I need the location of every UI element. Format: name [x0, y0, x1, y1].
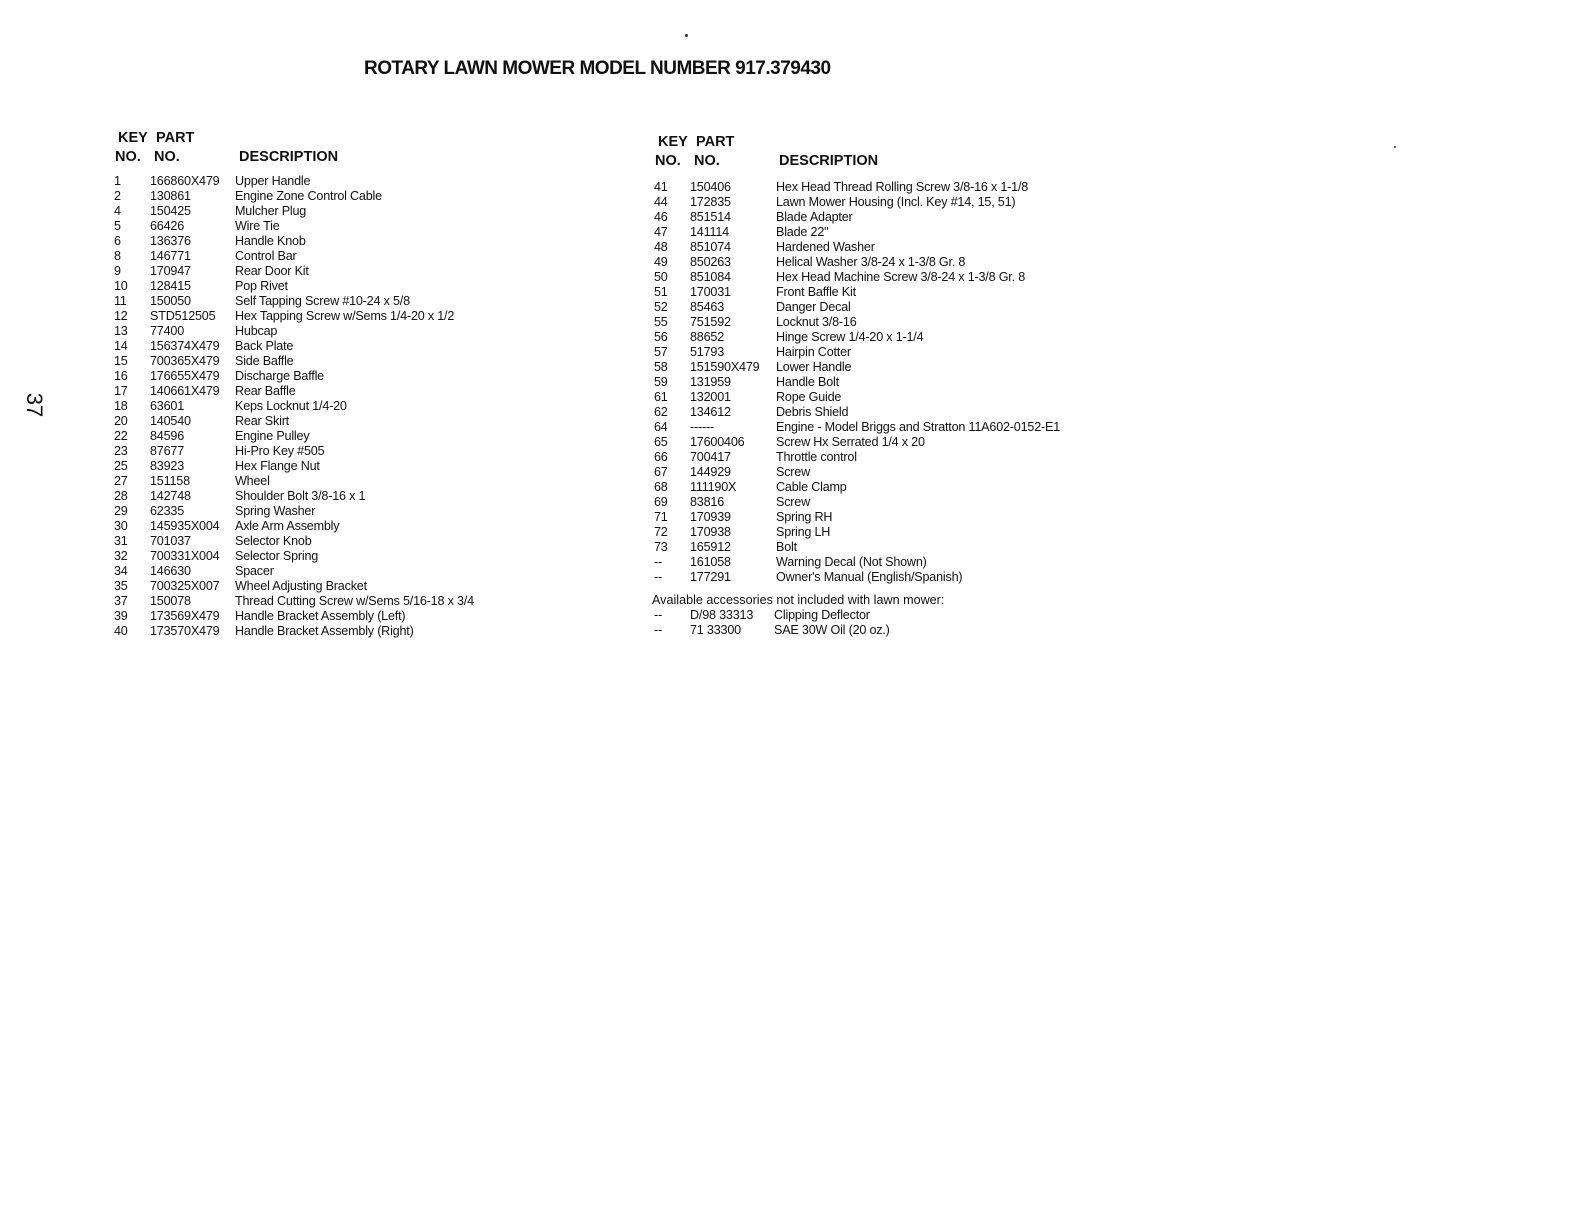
key-no-cell: 22 [114, 429, 128, 443]
part-no-cell: 85463 [690, 300, 725, 314]
table-row [652, 623, 1172, 638]
table-row [112, 219, 632, 234]
description-cell: SAE 30W Oil (20 oz.) [774, 623, 890, 637]
table-row [652, 465, 1172, 480]
description-cell: Handle Bolt [776, 375, 839, 389]
table-row [652, 540, 1172, 555]
page-title: ROTARY LAWN MOWER MODEL NUMBER 917.379430 [364, 58, 831, 79]
description-cell: Rear Door Kit [235, 264, 309, 278]
description-cell: Hardened Washer [776, 240, 875, 254]
description-cell: Blade Adapter [776, 210, 853, 224]
key-no-cell: 67 [654, 465, 668, 479]
table-row [112, 339, 632, 354]
parts-rows-left [112, 174, 632, 639]
table-row [652, 390, 1172, 405]
table-row [652, 525, 1172, 540]
description-cell: Hairpin Cotter [776, 345, 851, 359]
table-row [112, 279, 632, 294]
part-header: PART [696, 134, 735, 150]
part-no-cell: 146630 [150, 564, 191, 578]
part-no-cell: 134612 [690, 405, 731, 419]
table-row [652, 450, 1172, 465]
key-no-cell: 2 [114, 189, 121, 203]
part-no-cell: 150425 [150, 204, 191, 218]
part-no-cell: 177291 [690, 570, 731, 584]
key-no-cell: 73 [654, 540, 668, 554]
description-cell: Keps Locknut 1/4-20 [235, 399, 347, 413]
part-no-cell: 170031 [690, 285, 731, 299]
key-no-cell: 10 [114, 279, 128, 293]
part-no-cell: STD512505 [150, 309, 216, 323]
key-no-cell: 56 [654, 330, 668, 344]
key-no-cell: 14 [114, 339, 128, 353]
part-no-cell: 140661X479 [150, 384, 220, 398]
key-no-cell: 11 [114, 294, 127, 308]
part-no-cell: 145935X004 [150, 519, 220, 533]
part-no-header: NO. [154, 149, 180, 165]
table-row [112, 459, 632, 474]
description-cell: Screw Hx Serrated 1/4 x 20 [776, 435, 925, 449]
key-no-cell: 44 [654, 195, 668, 209]
description-cell: Hinge Screw 1/4-20 x 1-1/4 [776, 330, 924, 344]
table-row [112, 204, 632, 219]
description-cell: Hex Head Thread Rolling Screw 3/8-16 x 1-1/8 [776, 180, 1029, 194]
key-no-cell: 20 [114, 414, 128, 428]
key-no-cell: 32 [114, 549, 128, 563]
table-row [112, 564, 632, 579]
table-row [652, 180, 1172, 195]
part-no-cell: 136376 [150, 234, 191, 248]
description-header: DESCRIPTION [779, 153, 879, 169]
key-no-cell: 57 [654, 345, 668, 359]
key-no-cell: 35 [114, 579, 128, 593]
table-row [652, 608, 1172, 623]
table-row [652, 255, 1172, 270]
table-row [652, 360, 1172, 375]
part-no-cell: 144929 [690, 465, 731, 479]
description-cell: Upper Handle [235, 174, 311, 188]
description-cell: Blade 22" [776, 225, 829, 239]
key-no-cell: 25 [114, 459, 128, 473]
table-row [652, 555, 1172, 570]
key-no-cell: 16 [114, 369, 128, 383]
key-no-cell: 50 [654, 270, 668, 284]
description-cell: Back Plate [235, 339, 294, 353]
table-row [652, 435, 1172, 450]
part-no-cell: 173570X479 [150, 624, 220, 638]
description-cell: Engine Pulley [235, 429, 310, 443]
part-no-cell: 700417 [690, 450, 731, 464]
table-row [112, 444, 632, 459]
key-no-cell: 72 [654, 525, 668, 539]
key-no-cell: 29 [114, 504, 128, 518]
key-no-header: NO. [115, 149, 141, 165]
description-cell: Helical Washer 3/8-24 x 1-3/8 Gr. 8 [776, 255, 966, 269]
description-cell: Spacer [235, 564, 274, 578]
table-row [112, 309, 632, 324]
part-no-cell: 156374X479 [150, 339, 220, 353]
key-header: KEY [658, 134, 688, 150]
part-no-cell: 66426 [150, 219, 185, 233]
part-no-cell: 87677 [150, 444, 185, 458]
key-no-cell: 64 [654, 420, 668, 434]
part-no-cell: 62335 [150, 504, 185, 518]
key-no-cell: -- [654, 623, 662, 637]
key-no-cell: 47 [654, 225, 668, 239]
description-cell: Screw [776, 465, 810, 479]
description-cell: Handle Bracket Assembly (Left) [235, 609, 406, 623]
table-row [112, 399, 632, 414]
key-no-cell: -- [654, 555, 662, 569]
part-no-cell: 71 33300 [690, 623, 741, 637]
part-no-cell: D/98 33313 [690, 608, 754, 622]
part-no-cell: 150078 [150, 594, 191, 608]
description-cell: Discharge Baffle [235, 369, 324, 383]
key-no-cell: 31 [114, 534, 128, 548]
key-no-cell: 28 [114, 489, 128, 503]
description-cell: Wire Tie [235, 219, 280, 233]
description-cell: Front Baffle Kit [776, 285, 856, 299]
description-cell: Hex Flange Nut [235, 459, 320, 473]
description-cell: Locknut 3/8-16 [776, 315, 857, 329]
table-row [112, 534, 632, 549]
table-row [652, 240, 1172, 255]
table-row [112, 594, 632, 609]
part-no-cell: 63601 [150, 399, 185, 413]
description-cell: Danger Decal [776, 300, 851, 314]
description-cell: Handle Knob [235, 234, 306, 248]
table-row [652, 330, 1172, 345]
description-cell: Shoulder Bolt 3/8-16 x 1 [235, 489, 366, 503]
description-cell: Wheel Adjusting Bracket [235, 579, 367, 593]
part-no-cell: 151590X479 [690, 360, 760, 374]
table-row [112, 624, 632, 639]
description-cell: Debris Shield [776, 405, 849, 419]
key-no-cell: 13 [114, 324, 128, 338]
key-no-cell: 51 [654, 285, 668, 299]
key-no-cell: 12 [114, 309, 128, 323]
table-row [112, 324, 632, 339]
part-no-cell: 751592 [690, 315, 731, 329]
description-cell: Bolt [776, 540, 797, 554]
part-no-cell: 130861 [150, 189, 191, 203]
part-no-cell: 128415 [150, 279, 191, 293]
table-row [112, 474, 632, 489]
table-row [652, 495, 1172, 510]
part-no-cell: 170947 [150, 264, 191, 278]
key-no-cell: -- [654, 608, 662, 622]
table-row [112, 429, 632, 444]
part-no-cell: 146771 [150, 249, 191, 263]
description-cell: Rear Skirt [235, 414, 289, 428]
table-row [112, 354, 632, 369]
table-row [652, 195, 1172, 210]
description-cell: Engine - Model Briggs and Stratton 11A602-0152-E1 [776, 420, 1061, 434]
table-row [112, 504, 632, 519]
part-no-cell: 150406 [690, 180, 731, 194]
part-no-header: NO. [694, 153, 720, 169]
part-no-cell: 851074 [690, 240, 731, 254]
scan-speck [685, 34, 688, 37]
table-row [652, 270, 1172, 285]
description-cell: Pop Rivet [235, 279, 288, 293]
description-cell: Hex Head Machine Screw 3/8-24 x 1-3/8 Gr. 8 [776, 270, 1025, 284]
part-no-cell: 111190X [690, 480, 737, 494]
table-row [652, 345, 1172, 360]
part-no-cell: 77400 [150, 324, 185, 338]
table-row [652, 420, 1172, 435]
key-no-cell: 18 [114, 399, 128, 413]
part-no-cell: 700365X479 [150, 354, 220, 368]
key-no-cell: 23 [114, 444, 128, 458]
table-row [652, 300, 1172, 315]
key-no-cell: 4 [114, 204, 121, 218]
key-no-cell: 46 [654, 210, 668, 224]
description-cell: Throttle control [776, 450, 857, 464]
description-cell: Warning Decal (Not Shown) [776, 555, 927, 569]
description-cell: Screw [776, 495, 810, 509]
description-cell: Spring Washer [235, 504, 316, 518]
description-cell: Cable Clamp [776, 480, 847, 494]
part-no-cell: 142748 [150, 489, 191, 503]
table-row [112, 519, 632, 534]
key-no-header: NO. [655, 153, 681, 169]
accessories-label: Available accessories not included with lawn mower: [652, 593, 945, 607]
part-no-cell: 51793 [690, 345, 725, 359]
key-no-cell: -- [654, 570, 662, 584]
part-no-cell: 165912 [690, 540, 731, 554]
key-no-cell: 27 [114, 474, 128, 488]
description-cell: Rear Baffle [235, 384, 296, 398]
part-no-cell: 851514 [690, 210, 731, 224]
description-cell: Handle Bracket Assembly (Right) [235, 624, 414, 638]
key-header: KEY [118, 130, 148, 146]
table-row [112, 264, 632, 279]
part-no-cell: 701037 [150, 534, 191, 548]
accessories-rows [652, 608, 1172, 638]
key-no-cell: 6 [114, 234, 121, 248]
key-no-cell: 9 [114, 264, 121, 278]
description-cell: Lawn Mower Housing (Incl. Key #14, 15, 51) [776, 195, 1016, 209]
part-no-cell: 141114 [690, 225, 729, 239]
part-no-cell: 83816 [690, 495, 725, 509]
part-no-cell: 173569X479 [150, 609, 220, 623]
description-cell: Hi-Pro Key #505 [235, 444, 325, 458]
parts-list-right [652, 134, 1172, 638]
description-cell: Hex Tapping Screw w/Sems 1/4-20 x 1/2 [235, 309, 455, 323]
table-row [112, 234, 632, 249]
part-no-cell: 172835 [690, 195, 731, 209]
description-cell: Control Bar [235, 249, 297, 263]
table-row [652, 315, 1172, 330]
table-row [652, 570, 1172, 585]
key-no-cell: 62 [654, 405, 668, 419]
table-row [112, 384, 632, 399]
description-cell: Spring RH [776, 510, 833, 524]
part-no-cell: 17600406 [690, 435, 745, 449]
part-no-cell: 140540 [150, 414, 191, 428]
table-row [112, 579, 632, 594]
part-no-cell: 84596 [150, 429, 185, 443]
part-no-cell: 150050 [150, 294, 191, 308]
part-no-cell: 176655X479 [150, 369, 220, 383]
key-no-cell: 40 [114, 624, 128, 638]
key-no-cell: 52 [654, 300, 668, 314]
key-no-cell: 1 [114, 174, 121, 188]
description-cell: Wheel [235, 474, 270, 488]
table-row [112, 189, 632, 204]
part-no-cell: 166860X479 [150, 174, 220, 188]
key-no-cell: 49 [654, 255, 668, 269]
description-cell: Selector Knob [235, 534, 312, 548]
key-no-cell: 71 [654, 510, 668, 524]
description-cell: Lower Handle [776, 360, 852, 374]
key-no-cell: 30 [114, 519, 128, 533]
key-no-cell: 41 [654, 180, 668, 194]
table-row [112, 249, 632, 264]
table-row [112, 609, 632, 624]
part-no-cell: 850263 [690, 255, 731, 269]
key-no-cell: 55 [654, 315, 668, 329]
description-cell: Selector Spring [235, 549, 319, 563]
key-no-cell: 61 [654, 390, 668, 404]
key-no-cell: 66 [654, 450, 668, 464]
description-cell: Clipping Deflector [774, 608, 870, 622]
part-no-cell: 83923 [150, 459, 185, 473]
table-row [112, 369, 632, 384]
table-row [112, 174, 632, 189]
key-no-cell: 5 [114, 219, 121, 233]
description-cell: Side Baffle [235, 354, 294, 368]
description-header: DESCRIPTION [239, 149, 339, 165]
table-row [652, 375, 1172, 390]
part-no-cell: 151158 [150, 474, 190, 488]
description-cell: Thread Cutting Screw w/Sems 5/16-18 x 3/4 [235, 594, 474, 608]
description-cell: Mulcher Plug [235, 204, 307, 218]
key-no-cell: 39 [114, 609, 128, 623]
parts-list-left [112, 130, 632, 639]
part-no-cell: 170938 [690, 525, 731, 539]
description-cell: Owner's Manual (English/Spanish) [776, 570, 963, 584]
parts-list-header [112, 130, 632, 174]
description-cell: Rope Guide [776, 390, 842, 404]
table-row [652, 480, 1172, 495]
key-no-cell: 69 [654, 495, 668, 509]
description-cell: Spring LH [776, 525, 831, 539]
part-no-cell: 88652 [690, 330, 725, 344]
description-cell: Engine Zone Control Cable [235, 189, 382, 203]
key-no-cell: 34 [114, 564, 128, 578]
parts-list-header [652, 134, 1172, 180]
description-cell: Axle Arm Assembly [235, 519, 340, 533]
table-row [112, 294, 632, 309]
table-row [652, 210, 1172, 225]
description-cell: Self Tapping Screw #10-24 x 5/8 [235, 294, 410, 308]
key-no-cell: 68 [654, 480, 668, 494]
table-row [652, 285, 1172, 300]
description-cell: Hubcap [235, 324, 278, 338]
part-no-cell: 131959 [690, 375, 731, 389]
scan-speck [1394, 146, 1396, 148]
part-no-cell: 851084 [690, 270, 731, 284]
key-no-cell: 65 [654, 435, 668, 449]
key-no-cell: 15 [114, 354, 128, 368]
key-no-cell: 48 [654, 240, 668, 254]
part-no-cell: 700325X007 [150, 579, 220, 593]
part-no-cell: 161058 [690, 555, 731, 569]
key-no-cell: 59 [654, 375, 668, 389]
parts-rows-right [652, 180, 1172, 585]
page-number: 37 [22, 392, 48, 418]
part-no-cell: 132001 [690, 390, 731, 404]
table-row [112, 414, 632, 429]
part-no-cell: ------ [690, 420, 714, 434]
table-row [112, 549, 632, 564]
key-no-cell: 37 [114, 594, 128, 608]
table-row [652, 225, 1172, 240]
key-no-cell: 58 [654, 360, 668, 374]
part-no-cell: 170939 [690, 510, 731, 524]
key-no-cell: 17 [114, 384, 128, 398]
table-row [652, 405, 1172, 420]
part-no-cell: 700331X004 [150, 549, 220, 563]
table-row [652, 510, 1172, 525]
table-row [112, 489, 632, 504]
key-no-cell: 8 [114, 249, 121, 263]
part-header: PART [156, 130, 195, 146]
